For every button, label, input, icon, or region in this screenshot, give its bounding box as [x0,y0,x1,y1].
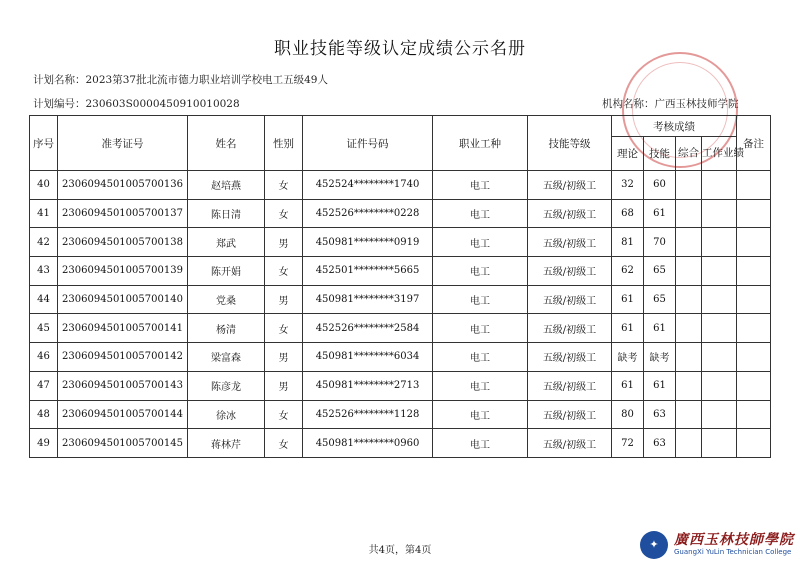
cell-work [702,429,737,458]
col-header-occupation: 职业工种 [433,116,528,171]
col-header-id: 证件号码 [303,116,433,171]
cell-id-no: 452524********1740 [303,171,433,200]
cell-skill: 缺考 [644,343,676,372]
cell-id-no: 450981********6034 [303,343,433,372]
cell-level: 五级/初级工 [528,199,612,228]
cell-remark [737,171,771,200]
cell-seq: 45 [30,314,58,343]
cell-work [702,257,737,286]
cell-ticket: 2306094501005700139 [58,257,188,286]
results-table [29,115,771,458]
cell-id-no: 452501********5665 [303,257,433,286]
cell-remark [737,257,771,286]
cell-gender: 男 [265,228,303,257]
cell-skill: 63 [644,400,676,429]
col-header-composite: 综合 [676,137,702,171]
cell-name: 徐冰 [188,400,265,429]
cell-occupation: 电工 [433,228,528,257]
cell-seq: 44 [30,285,58,314]
cell-occupation: 电工 [433,199,528,228]
cell-id-no: 452526********1128 [303,400,433,429]
organization-label: 机构名称： [602,98,655,110]
cell-work [702,199,737,228]
cell-level: 五级/初级工 [528,314,612,343]
table-row [30,285,771,314]
col-header-ticket: 准考证号 [58,116,188,171]
cell-work [702,371,737,400]
cell-theory: 72 [612,429,644,458]
plan-number-label: 计划编号： [33,98,86,110]
cell-composite [676,371,702,400]
cell-ticket: 2306094501005700143 [58,371,188,400]
cell-skill: 61 [644,199,676,228]
table-row [30,371,771,400]
cell-level: 五级/初级工 [528,285,612,314]
cell-skill: 65 [644,285,676,314]
cell-theory: 缺考 [612,343,644,372]
cell-skill: 61 [644,314,676,343]
cell-theory: 61 [612,371,644,400]
cell-ticket: 2306094501005700136 [58,171,188,200]
cell-theory: 62 [612,257,644,286]
cell-ticket: 2306094501005700138 [58,228,188,257]
cell-composite [676,171,702,200]
cell-ticket: 2306094501005700145 [58,429,188,458]
plan-name-value: 2023第37批北流市德力职业培训学校电工五级49人 [85,74,328,86]
cell-ticket: 2306094501005700144 [58,400,188,429]
cell-composite [676,285,702,314]
cell-seq: 49 [30,429,58,458]
cell-name: 赵培燕 [188,171,265,200]
table-row [30,343,771,372]
cell-name: 陈彦龙 [188,371,265,400]
table-row [30,257,771,286]
plan-name-line [33,72,328,87]
cell-id-no: 452526********2584 [303,314,433,343]
cell-occupation: 电工 [433,371,528,400]
cell-remark [737,199,771,228]
cell-composite [676,257,702,286]
cell-seq: 46 [30,343,58,372]
organization-value: 广西玉林技师学院 [654,98,739,110]
col-header-seq: 序号 [30,116,58,171]
cell-name: 梁富森 [188,343,265,372]
table-row [30,199,771,228]
cell-name: 杨清 [188,314,265,343]
cell-id-no: 450981********3197 [303,285,433,314]
cell-occupation: 电工 [433,400,528,429]
cell-seq: 43 [30,257,58,286]
cell-name: 蒋林芹 [188,429,265,458]
cell-gender: 男 [265,343,303,372]
cell-gender: 女 [265,429,303,458]
cell-work [702,343,737,372]
cell-work [702,228,737,257]
cell-level: 五级/初级工 [528,429,612,458]
plan-number-value: 230603S0000450910010028 [85,98,240,110]
cell-name: 党桑 [188,285,265,314]
cell-remark [737,371,771,400]
cell-remark [737,228,771,257]
cell-occupation: 电工 [433,429,528,458]
col-header-work: 工作业绩 [702,137,737,171]
cell-skill: 65 [644,257,676,286]
cell-work [702,285,737,314]
cell-ticket: 2306094501005700140 [58,285,188,314]
cell-level: 五级/初级工 [528,257,612,286]
cell-seq: 40 [30,171,58,200]
table-row [30,171,771,200]
cell-seq: 42 [30,228,58,257]
cell-occupation: 电工 [433,285,528,314]
cell-theory: 61 [612,314,644,343]
cell-name: 郑武 [188,228,265,257]
cell-gender: 男 [265,371,303,400]
cell-work [702,171,737,200]
cell-skill: 60 [644,171,676,200]
cell-gender: 男 [265,285,303,314]
cell-skill: 70 [644,228,676,257]
table-row [30,314,771,343]
cell-skill: 61 [644,371,676,400]
cell-occupation: 电工 [433,343,528,372]
cell-ticket: 2306094501005700141 [58,314,188,343]
cell-occupation: 电工 [433,171,528,200]
cell-id-no: 450981********0960 [303,429,433,458]
cell-gender: 女 [265,314,303,343]
cell-level: 五级/初级工 [528,228,612,257]
cell-work [702,314,737,343]
cell-remark [737,343,771,372]
cell-seq: 48 [30,400,58,429]
plan-number-line [33,96,240,111]
col-header-gender: 性别 [265,116,303,171]
cell-name: 陈开娟 [188,257,265,286]
cell-remark [737,429,771,458]
cell-remark [737,285,771,314]
cell-gender: 女 [265,171,303,200]
col-header-name: 姓名 [188,116,265,171]
header-row-1 [30,116,771,137]
cell-composite [676,400,702,429]
page-title: 职业技能等级认定成绩公示名册 [274,39,526,59]
cell-level: 五级/初级工 [528,171,612,200]
cell-gender: 女 [265,400,303,429]
cell-theory: 61 [612,285,644,314]
cell-ticket: 2306094501005700142 [58,343,188,372]
col-header-scores: 考核成绩 [612,116,737,137]
cell-level: 五级/初级工 [528,343,612,372]
cell-seq: 47 [30,371,58,400]
cell-level: 五级/初级工 [528,400,612,429]
college-emblem-icon: ✦ [640,531,668,559]
col-header-level: 技能等级 [528,116,612,171]
cell-remark [737,314,771,343]
college-logo-cn: 廣西玉林技師學院 [674,532,794,548]
col-header-remark: 备注 [737,116,771,171]
cell-skill: 63 [644,429,676,458]
cell-id-no: 450981********2713 [303,371,433,400]
cell-theory: 32 [612,171,644,200]
cell-composite [676,199,702,228]
cell-composite [676,314,702,343]
college-logo-en: GuangXi YuLin Technician College [674,548,792,556]
cell-id-no: 450981********0919 [303,228,433,257]
cell-composite [676,429,702,458]
cell-theory: 81 [612,228,644,257]
cell-gender: 女 [265,199,303,228]
cell-occupation: 电工 [433,257,528,286]
col-header-skill: 技能 [644,137,676,171]
cell-ticket: 2306094501005700137 [58,199,188,228]
table-row [30,400,771,429]
cell-level: 五级/初级工 [528,371,612,400]
cell-composite [676,343,702,372]
table-row [30,228,771,257]
cell-theory: 68 [612,199,644,228]
table-row [30,429,771,458]
college-logo [638,528,798,562]
cell-occupation: 电工 [433,314,528,343]
cell-composite [676,228,702,257]
cell-work [702,400,737,429]
cell-gender: 女 [265,257,303,286]
cell-name: 陈日清 [188,199,265,228]
plan-name-label: 计划名称： [33,74,86,86]
col-header-theory: 理论 [612,137,644,171]
cell-remark [737,400,771,429]
cell-id-no: 452526********0228 [303,199,433,228]
cell-seq: 41 [30,199,58,228]
cell-theory: 80 [612,400,644,429]
page-footer: 共4页，第4页 [368,545,432,556]
